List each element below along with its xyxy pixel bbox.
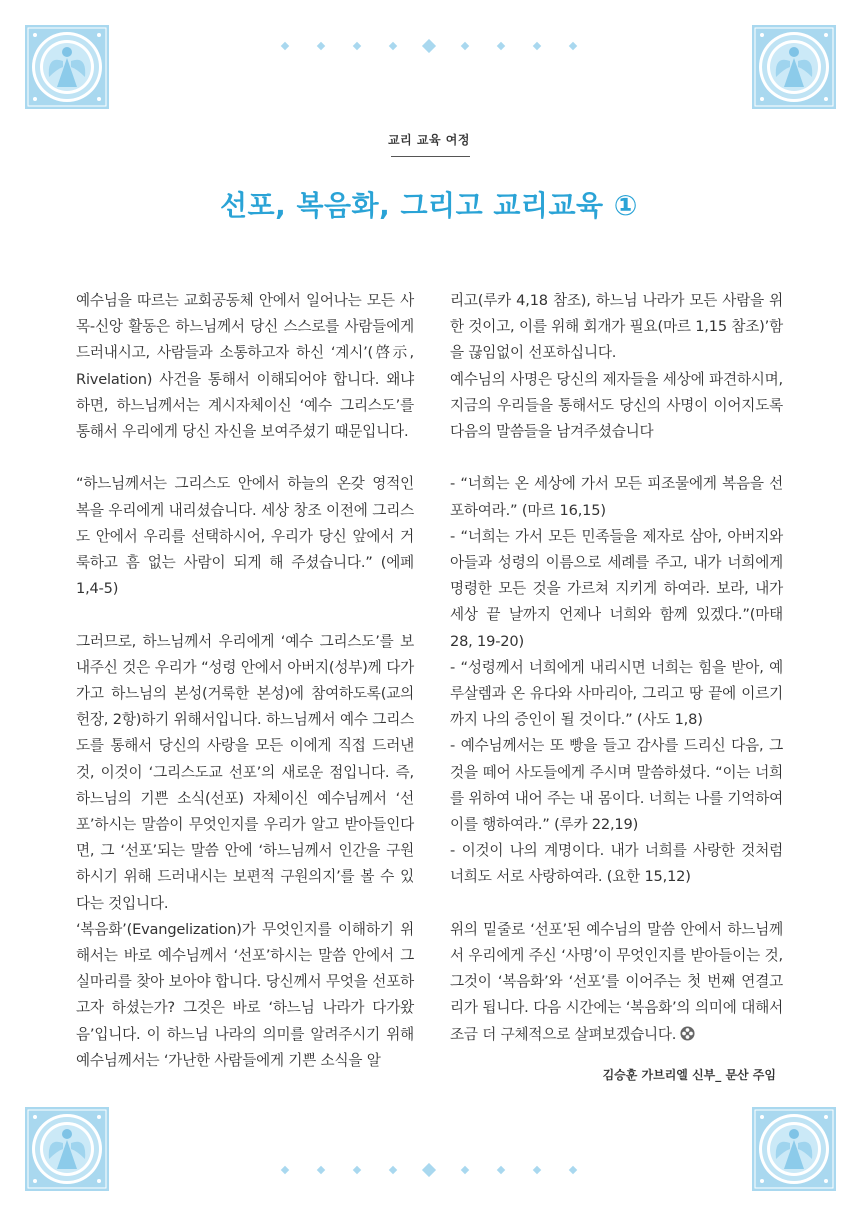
angel-medallion-icon <box>752 25 836 109</box>
scripture-item: - “성령께서 너희에게 내리시면 너희는 힘을 받아, 예루살렘과 온 유다와 사마리아, 그리고 땅 끝에 이르기까지 나의 증인이 될 것이다.” (사도 1,8) <box>450 658 783 729</box>
left-column <box>76 288 414 1074</box>
dot-ornament <box>272 1163 588 1177</box>
paragraph-gap <box>76 602 414 628</box>
body-paragraph: ‘복음화’(Evangelization)가 무엇인지를 이해하기 위해서는 바로 예수님께서 ‘선포’하시는 말씀 안에서 그 실마리를 찾아 보아야 합니다. 당신께서 무엇을 선포하고자 하셨는가? 그것은 바로 ‘하느님 나라가 다가왔음’입니다. 이 하느님 나라의 의미를 알려주시기 위해 예수님께서는 ‘가난한 사람들에게 기쁜 소식을 알 <box>76 920 414 1069</box>
paragraph-gap <box>450 445 783 471</box>
angel-medallion-icon <box>25 25 109 109</box>
right-column <box>450 288 783 1048</box>
body-paragraph: 그러므로, 하느님께서 우리에게 ‘예수 그리스도’를 보내주신 것은 우리가 “성령 안에서 아버지(성부)께 다가가고 하느님의 본성(거룩한 본성)에 참여하도록(교의 헌장, 2항)하기 위해서입니다. 하느님께서 예수 그리스도를 통해서 당신의 사랑을 모든 이에게 직접 드러낸 것, 이것이 ‘그리스도교 선포’의 새로운 점입니다. 즉, 하느님의 기쁜 소식(선포) 자체이신 예수님께서 ‘선포’하시는 말씀이 무엇인지를 우리가 알고 받아들인다면, 그 ‘선포’되는 말씀 안에 ‘하느님께서 인간을 구원하시기 위해 드러내시는 보편적 구원의지’를 볼 수 있다는 것입니다. <box>76 632 414 912</box>
section-divider <box>391 156 470 157</box>
dot-ornament <box>272 39 588 53</box>
page-title: 선포, 복음화, 그리고 교리교육 ① <box>219 189 639 222</box>
section-label: 교리 교육 여정 <box>388 133 470 147</box>
scripture-item: - 예수님께서는 또 빵을 들고 감사를 드리신 다음, 그것을 떼어 사도들에게 주시며 말씀하셨다. “이는 너희를 위하여 내어 주는 내 몸이다. 너희는 나를 기억하여 이를 행하여라.” (루카 22,19) <box>450 737 783 834</box>
angel-medallion-icon <box>25 1107 109 1191</box>
scripture-item: - “너희는 온 세상에 가서 모든 피조물에게 복음을 선포하여라.” (마르 16,15) <box>450 475 783 519</box>
body-paragraph: 예수님의 사명은 당신의 제자들을 세상에 파견하시며, 지금의 우리들을 통해서도 당신의 사명이 이어지도록 다음의 말씀들을 남겨주셨습니다 <box>450 370 783 441</box>
author-credit: 김승훈 가브리엘 신부_ 문산 주임 <box>602 1068 776 1082</box>
quote-paragraph: “하느님께서는 그리스도 안에서 하늘의 온갖 영적인 복을 우리에게 내리셨습니다. 세상 창조 이전에 그리스도 안에서 우리를 선택하시어, 우리가 당신 앞에서 거룩하고 흠 없는 사람이 되게 해 주셨습니다.” (에페 1,4-5) <box>76 475 414 598</box>
body-paragraph: 예수님을 따르는 교회공동체 안에서 일어나는 모든 사목-신앙 활동은 하느님께서 당신 스스로를 사람들에게 드러내시고, 사람들과 소통하고자 하신 ‘계시’(啓示, Rivelation) 사건을 통해서 이해되어야 합니다. 왜냐하면, 하느님께서는 계시자체이신 ‘예수 그리스도’를 통해서 우리에게 당신 자신을 보여주셨기 때문입니다. <box>76 292 414 441</box>
angel-medallion-icon <box>752 1107 836 1191</box>
paragraph-gap <box>450 891 783 917</box>
closing-text: 위의 밑줄로 ‘선포’된 예수님의 말씀 안에서 하느님께서 우리에게 주신 ‘사명’이 무엇인지를 받아들이는 것, 그것이 ‘복음화’와 ‘선포’를 이어주는 첫 번째 연결고리가 됩니다. 다음 시간에는 ‘복음화’의 의미에 대해서 조금 더 구체적으로 살펴보겠습니다. <box>450 920 783 1043</box>
paragraph-gap <box>76 445 414 471</box>
scripture-item: - “너희는 가서 모든 민족들을 제자로 삼아, 아버지와 아들과 성령의 이름으로 세례를 주고, 내가 너희에게 명령한 모든 것을 가르쳐 지키게 하여라. 보라, 내가 세상 끝 날까지 언제나 너희와 함께 있겠다.”(마태 28, 19-20) <box>450 527 783 650</box>
flower-end-mark-icon <box>680 1024 695 1039</box>
closing-paragraph <box>450 917 783 1048</box>
scripture-item: - 이것이 나의 계명이다. 내가 너희를 사랑한 것처럼 너희도 서로 사랑하여라. (요한 15,12) <box>450 842 783 886</box>
body-paragraph: 리고(루카 4,18 참조), 하느님 나라가 모든 사람을 위한 것이고, 이를 위해 회개가 필요(마르 1,15 참조)’함을 끊임없이 선포하십니다. <box>450 292 783 362</box>
